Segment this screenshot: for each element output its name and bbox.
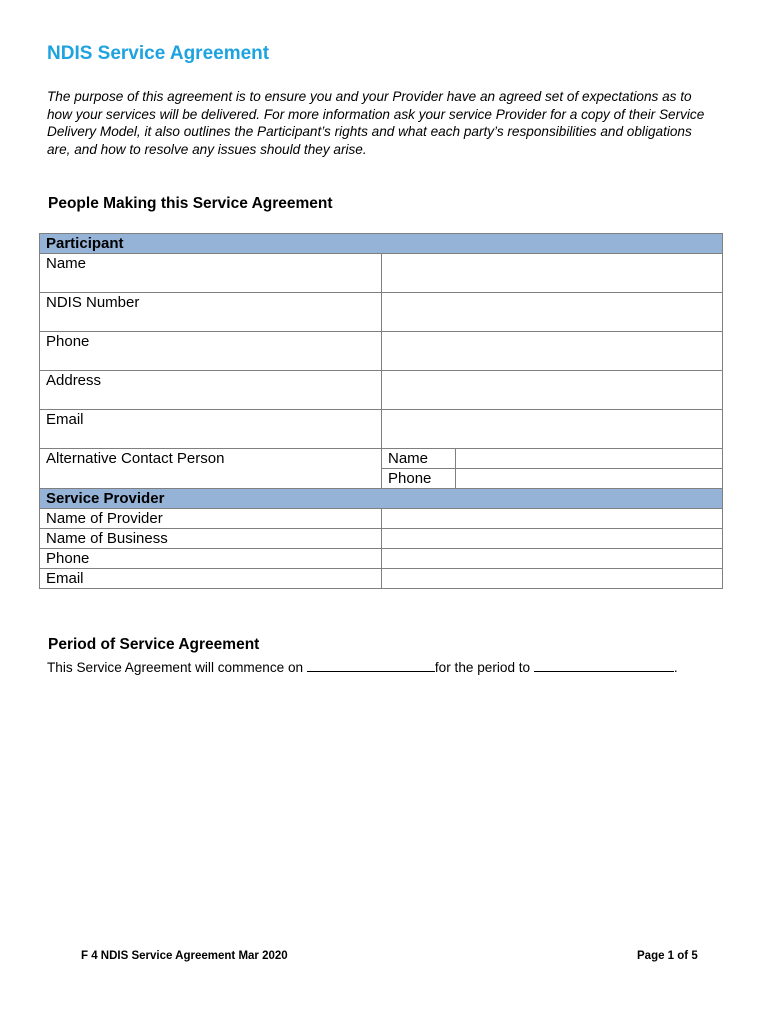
participant-name-row bbox=[40, 254, 723, 293]
provider-name-row bbox=[40, 509, 723, 529]
period-heading: Period of Service Agreement bbox=[48, 636, 260, 653]
people-heading: People Making this Service Agreement bbox=[48, 195, 333, 212]
footer-page-number: Page 1 of 5 bbox=[637, 950, 698, 962]
provider-email-label: Email bbox=[40, 569, 382, 589]
alt-contact-phone-field[interactable] bbox=[456, 469, 723, 489]
period-end-blank[interactable] bbox=[534, 659, 674, 672]
provider-business-field[interactable] bbox=[382, 529, 723, 549]
footer-document-id: F 4 NDIS Service Agreement Mar 2020 bbox=[81, 950, 288, 962]
provider-name-label: Name of Provider bbox=[40, 509, 382, 529]
provider-email-field[interactable] bbox=[382, 569, 723, 589]
alt-contact-label: Alternative Contact Person bbox=[40, 449, 382, 489]
commence-date-blank[interactable] bbox=[307, 659, 435, 672]
provider-phone-label: Phone bbox=[40, 549, 382, 569]
provider-phone-row bbox=[40, 549, 723, 569]
participant-ndis-field[interactable] bbox=[382, 293, 723, 332]
participant-header: Participant bbox=[40, 234, 723, 254]
agreement-table bbox=[39, 233, 723, 589]
page-title: NDIS Service Agreement bbox=[47, 43, 270, 64]
participant-email-field[interactable] bbox=[382, 410, 723, 449]
provider-header: Service Provider bbox=[40, 489, 723, 509]
participant-ndis-label: NDIS Number bbox=[40, 293, 382, 332]
participant-email-row bbox=[40, 410, 723, 449]
period-text-middle: for the period to bbox=[434, 660, 534, 675]
participant-header-row bbox=[40, 234, 723, 254]
participant-ndis-row bbox=[40, 293, 723, 332]
participant-phone-label: Phone bbox=[40, 332, 382, 371]
provider-business-label: Name of Business bbox=[40, 529, 382, 549]
provider-name-field[interactable] bbox=[382, 509, 723, 529]
provider-email-row bbox=[40, 569, 723, 589]
participant-address-field[interactable] bbox=[382, 371, 723, 410]
period-text-start: This Service Agreement will commence on bbox=[47, 660, 307, 675]
alt-contact-name-label: Name bbox=[382, 449, 456, 469]
participant-phone-row bbox=[40, 332, 723, 371]
participant-address-label: Address bbox=[40, 371, 382, 410]
participant-email-label: Email bbox=[40, 410, 382, 449]
alt-contact-row-1 bbox=[40, 449, 723, 469]
participant-name-field[interactable] bbox=[382, 254, 723, 293]
participant-address-row bbox=[40, 371, 723, 410]
participant-phone-field[interactable] bbox=[382, 332, 723, 371]
provider-header-row bbox=[40, 489, 723, 509]
participant-name-label: Name bbox=[40, 254, 382, 293]
alt-contact-name-field[interactable] bbox=[456, 449, 723, 469]
provider-business-row bbox=[40, 529, 723, 549]
period-text-end: . bbox=[673, 660, 678, 675]
intro-paragraph: The purpose of this agreement is to ensure you and your Provider have an agreed set of expectations as to how your services will be delivered. For more information ask your service Provider for a copy of their Service Delivery Model, it also outlines the Participant’s rights and what each party’s responsibilities and obligations are, and how to resolve any issues should they arise. bbox=[47, 89, 705, 158]
provider-phone-field[interactable] bbox=[382, 549, 723, 569]
alt-contact-phone-label: Phone bbox=[382, 469, 456, 489]
period-sentence bbox=[47, 659, 678, 675]
